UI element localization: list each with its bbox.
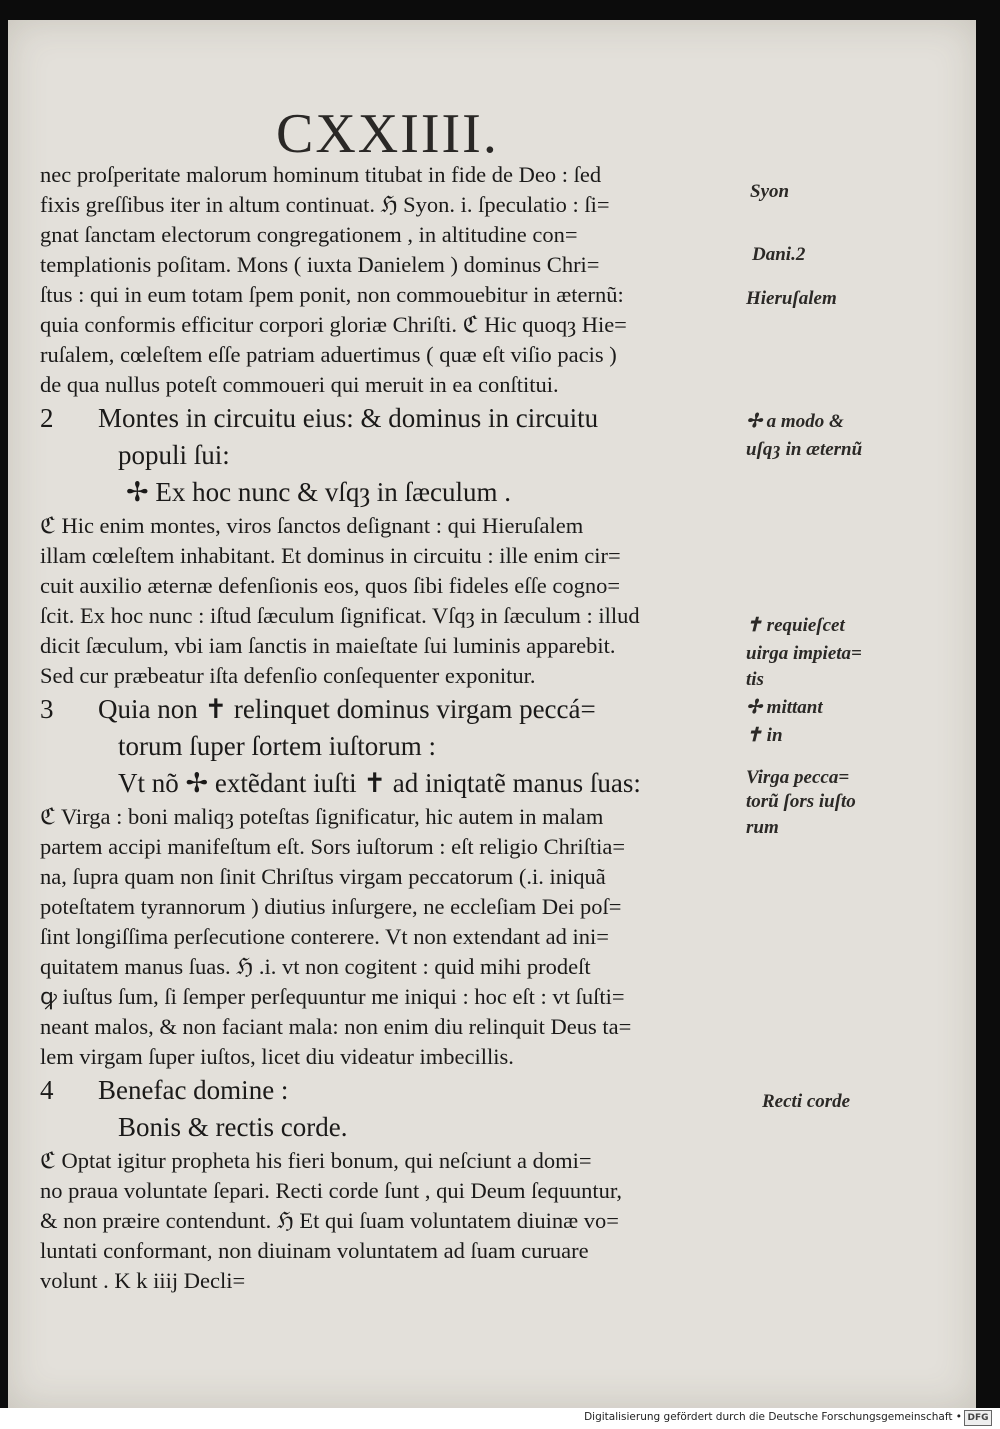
folio-number: CXXIIII. [276, 103, 499, 165]
verse-number: 2 [40, 403, 54, 433]
text-line: na, ſupra quam non ſinit Chriſtus virgam peccatorum (.i. iniquã [40, 864, 606, 889]
verse-text: Montes in circuitu eius: & dominus in circuitu [98, 403, 599, 433]
text-line: neant malos, & non faciant mala: non enim diu relinquit Deus ta= [40, 1014, 632, 1039]
text-line: ruſalem, cœleſtem eſſe patriam aduertimus ( quæ eſt viſio pacis ) [40, 342, 617, 367]
text-line: luntati conformant, non diuinam voluntatem ad ſuam curuare [40, 1238, 589, 1263]
psalm-verse [40, 691, 740, 728]
dfg-logo-icon: DFG [964, 1410, 992, 1426]
text-line: ſint longiſſima perſecutione conterere. Vt non extendant ad ini= [40, 924, 609, 949]
text-line: ℭ Virga : boni maliqȝ poteſtas ſignificatur, hic autem in malam [40, 804, 604, 829]
verse-text: Benefac domine : [98, 1075, 289, 1105]
text-line: lem virgam ſuper iuſtos, licet diu videatur imbecillis. [40, 1044, 514, 1069]
margin-note: torũ ſors iuſto [746, 791, 856, 812]
psalm-verse-continuation: ✢ Ex hoc nunc & vſqȝ in ſæculum . [126, 477, 512, 507]
psalm-verse [40, 400, 740, 437]
text-line: illam cœleſtem inhabitant. Et dominus in circuitu : ille enim cir= [40, 543, 621, 568]
verse-text: Quia non ✝ relinquet dominus virgam peccá= [98, 694, 596, 724]
psalm-verse-continuation: Vt nõ ✢ extẽdant iuſti ✝ ad iniqtatẽ manus ſuas: [118, 768, 641, 798]
psalm-verse-continuation: populi ſui: [118, 440, 230, 470]
text-line: ꝙ iuſtus ſum, ſi ſemper perſequuntur me iniqui : hoc eſt : vt ſuſti= [40, 984, 625, 1009]
margin-note: Syon [750, 181, 790, 202]
margin-note: Recti corde [762, 1091, 851, 1112]
text-line: ſcit. Ex hoc nunc : iſtud ſæculum ſignificat. Vſqȝ in ſæculum : illud [40, 603, 640, 628]
digitization-footer [0, 1408, 1000, 1429]
main-text-block [40, 160, 740, 1296]
verse-number: 4 [40, 1075, 54, 1105]
text-line: nec proſperitate malorum hominum titubat in fide de Deo : ſed [40, 162, 602, 187]
margin-note: Dani.2 [752, 244, 806, 265]
text-line: quitatem manus ſuas. ℌ .i. vt non cogitent : quid mihi prodeſt [40, 954, 591, 979]
margin-note: ✢ a modo & [746, 411, 844, 432]
footer-credit: Digitalisierung gefördert durch die Deutsche Forschungsgemeinschaft • [584, 1411, 962, 1423]
text-line: templationis poſitam. Mons ( iuxta Danielem ) dominus Chri= [40, 252, 600, 277]
psalm-verse [40, 1072, 740, 1109]
text-line: volunt . K k iiij Decli= [40, 1268, 246, 1293]
text-line: de qua nullus poteſt commoueri qui meruit in ea conſtitui. [40, 372, 559, 397]
psalm-verse-continuation: Bonis & rectis corde. [118, 1112, 348, 1142]
text-line: fixis greſſibus iter in altum continuat. ℌ Syon. i. ſpeculatio : ſi= [40, 192, 610, 217]
text-line: & non præire contendunt. ℌ Et qui ſuam voluntatem diuinæ vo= [40, 1208, 619, 1233]
margin-note: rum [746, 817, 779, 838]
margin-note: Virga pecca= [746, 767, 850, 788]
margin-note: ✢ mittant [746, 697, 823, 718]
text-line: ℭ Optat igitur propheta his fieri bonum, qui neſciunt a domi= [40, 1148, 592, 1173]
book-page [8, 20, 976, 1408]
text-line: ſtus : qui in eum totam ſpem ponit, non commouebitur in æternũ: [40, 282, 624, 307]
margin-note: tis [746, 669, 764, 690]
margin-note: Hieruſalem [746, 288, 837, 309]
text-line: cuit auxilio æternæ defenſionis eos, quos ſibi fideles eſſe cogno= [40, 573, 621, 598]
psalm-verse-continuation: torum ſuper ſortem iuſtorum : [118, 731, 436, 761]
verse-number: 3 [40, 694, 54, 724]
text-line: gnat ſanctam electorum congregationem , in altitudine con= [40, 222, 578, 247]
text-line: dicit ſæculum, vbi iam ſanctis in maieſtate ſui luminis apparebit. [40, 633, 616, 658]
text-line: partem accipi manifeſtum eſt. Sors iuſtorum : eſt religio Chriſtia= [40, 834, 626, 859]
text-line: Sed cur præbeatur iſta defenſio conſequenter exponitur. [40, 663, 536, 688]
text-line: ℭ Hic enim montes, viros ſanctos deſignant : qui Hieruſalem [40, 513, 584, 538]
margin-note: ✝ requieſcet [746, 615, 845, 636]
margin-note: uſqȝ in æternũ [746, 439, 863, 460]
margin-note: uirga impieta= [746, 643, 862, 664]
text-line: poteſtatem tyrannorum ) diutius inſurgere, ne eccleſiam Dei poſ= [40, 894, 622, 919]
margin-note: ✝ in [746, 725, 783, 746]
text-line: no praua voluntate ſepari. Recti corde ſunt , qui Deum ſequuntur, [40, 1178, 623, 1203]
text-line: quia conformis efficitur corpori gloriæ Chriſti. ℭ Hic quoqȝ Hie= [40, 312, 627, 337]
